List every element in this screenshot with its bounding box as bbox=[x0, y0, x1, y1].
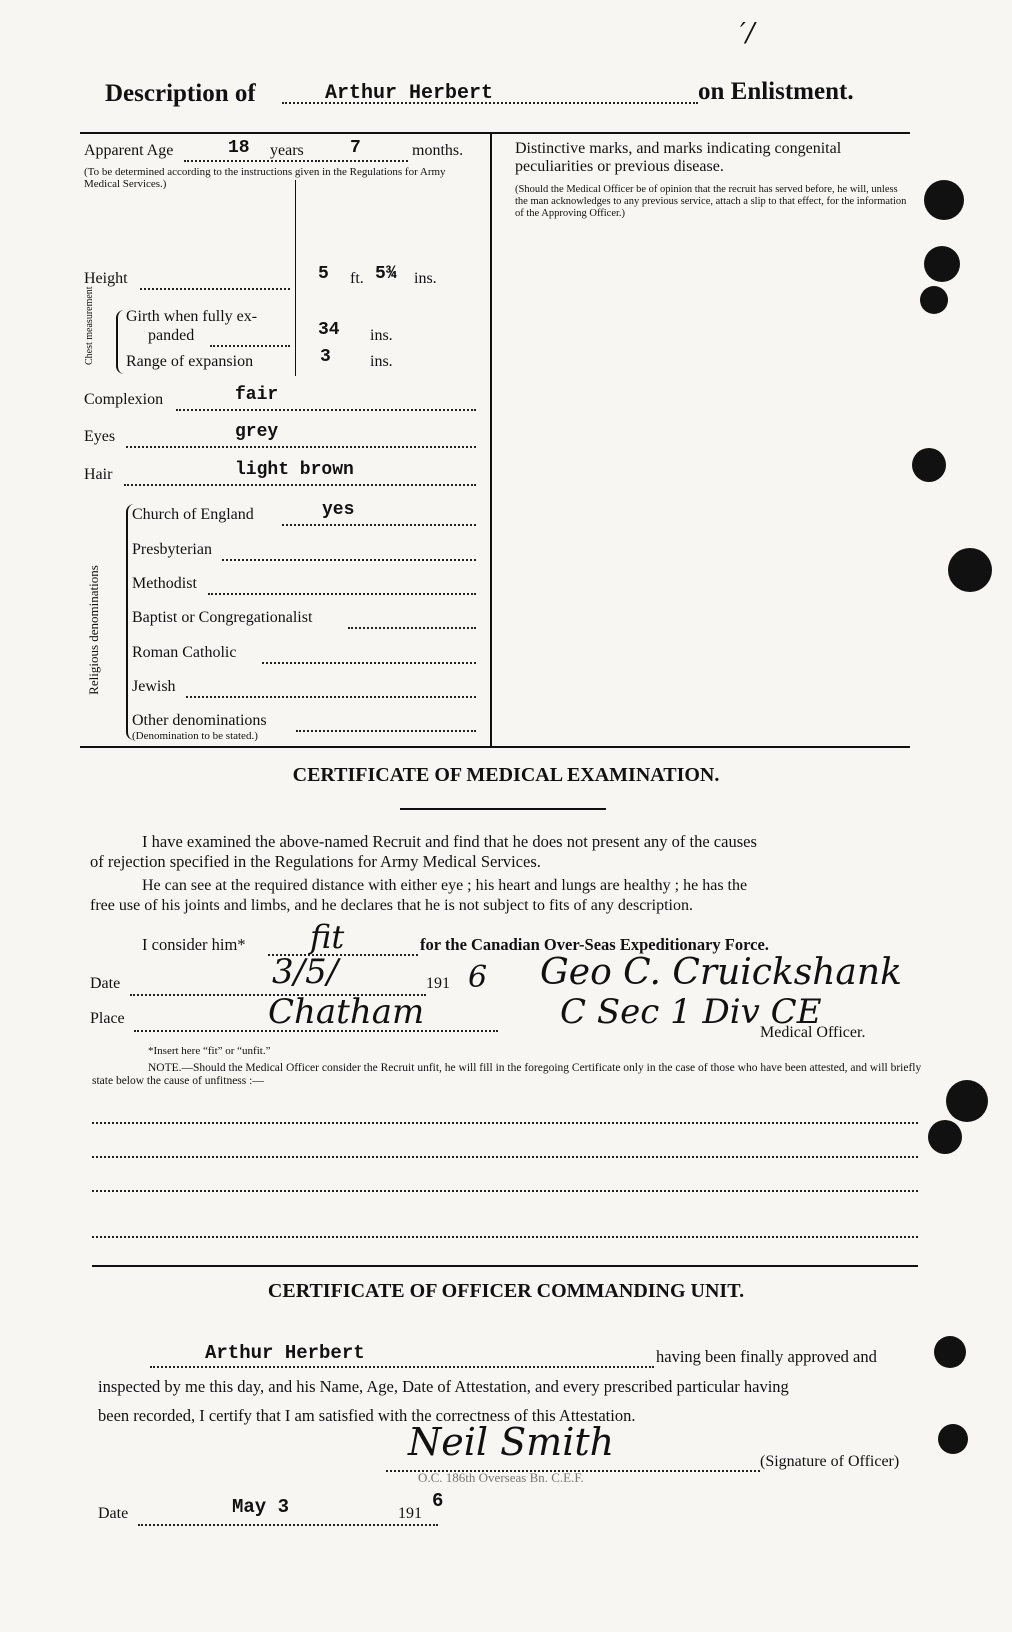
girth-label-2: panded bbox=[148, 327, 195, 344]
commanding-date-year-prefix: 191 bbox=[398, 1505, 422, 1522]
binder-hole bbox=[934, 1336, 966, 1368]
height-ft-label: ft. bbox=[350, 270, 364, 287]
months-label: months. bbox=[412, 142, 464, 159]
denomination-label: Presbyterian bbox=[132, 541, 212, 558]
header-name-line bbox=[282, 102, 698, 104]
measure-divider bbox=[295, 180, 296, 376]
commanding-line1-suffix: having been finally approved and bbox=[656, 1347, 877, 1366]
panel-bottom-rule bbox=[80, 746, 910, 748]
medical-bottom-rule bbox=[92, 1265, 918, 1267]
commanding-date-line bbox=[138, 1524, 438, 1526]
hair-label: Hair bbox=[84, 466, 113, 483]
eyes-label: Eyes bbox=[84, 428, 116, 445]
binder-hole bbox=[948, 548, 992, 592]
age-months-value: 7 bbox=[350, 138, 361, 158]
binder-hole bbox=[912, 448, 946, 482]
commanding-line3: been recorded, I certify that I am satisfied with the correctness of this Attestation. bbox=[98, 1406, 636, 1425]
complexion-line bbox=[176, 409, 476, 411]
girth-label-1: Girth when fully ex- bbox=[126, 308, 258, 325]
header-prefix: Description of bbox=[105, 80, 256, 107]
unfitness-line bbox=[92, 1236, 918, 1238]
denomination-label: Roman Catholic bbox=[132, 644, 237, 661]
height-ft-value: 5 bbox=[318, 264, 329, 284]
commanding-stamp: O.C. 186th Overseas Bn. C.E.F. bbox=[418, 1470, 584, 1485]
age-label: Apparent Age bbox=[84, 142, 174, 159]
height-label: Height bbox=[84, 270, 128, 287]
denomination-line bbox=[348, 627, 476, 629]
denomination-label: Baptist or Congregationalist bbox=[132, 609, 313, 626]
hair-line bbox=[124, 484, 476, 486]
medical-date-year-prefix: 191 bbox=[426, 975, 450, 992]
commanding-signature: Neil Smith bbox=[408, 1420, 615, 1464]
corner-mark: ′/ bbox=[740, 18, 755, 48]
panel-divider bbox=[490, 132, 492, 748]
complexion-label: Complexion bbox=[84, 391, 164, 408]
age-years-line bbox=[184, 160, 320, 162]
medical-para1-line2: of rejection specified in the Regulations for Army Medical Services. bbox=[90, 852, 541, 871]
chest-brace bbox=[116, 310, 124, 374]
commanding-date-year-suffix: 6 bbox=[432, 1490, 444, 1512]
denomination-line bbox=[296, 730, 476, 732]
medical-footnote: *Insert here “fit” or “unfit.” bbox=[148, 1045, 271, 1057]
consider-suffix: for the Canadian Over-Seas Expeditionary Force. bbox=[420, 935, 769, 954]
medical-para2-line2: free use of his joints and limbs, and he declares that he is not subject to fits of any description. bbox=[90, 897, 693, 914]
marks-title-1: Distinctive marks, and marks indicating congenital bbox=[515, 140, 842, 157]
denomination-line bbox=[282, 524, 476, 526]
medical-heading: CERTIFICATE OF MEDICAL EXAMINATION. bbox=[292, 764, 720, 786]
commanding-line2: inspected by me this day, and his Name, Age, Date of Attestation, and every prescribed particular having bbox=[98, 1377, 789, 1396]
unfitness-line bbox=[92, 1190, 918, 1192]
binder-hole bbox=[938, 1424, 968, 1454]
range-label: Range of expansion bbox=[126, 353, 254, 370]
eyes-value: grey bbox=[235, 422, 279, 442]
binder-hole bbox=[946, 1080, 988, 1122]
height-ins-label: ins. bbox=[414, 270, 437, 287]
height-ins-value: 5¾ bbox=[375, 264, 397, 284]
commanding-date-value: May 3 bbox=[232, 1496, 290, 1518]
medical-note: NOTE.—Should the Medical Officer consider the Recruit unfit, he will fill in the foregoing Certificate only in the case of those who have been attested, and will briefly state below the cause of unfitness :— bbox=[92, 1062, 922, 1087]
girth-value: 34 bbox=[318, 320, 340, 340]
medical-para1-line1: I have examined the above-named Recruit and find that he does not present any of the causes bbox=[142, 832, 757, 851]
binder-hole bbox=[920, 286, 948, 314]
height-line bbox=[140, 288, 290, 290]
top-rule bbox=[80, 132, 910, 134]
denomination-label: Church of England bbox=[132, 506, 254, 523]
denomination-label: Other denominations bbox=[132, 712, 267, 729]
range-unit: ins. bbox=[370, 353, 393, 370]
officer-unit: C Sec 1 Div CE bbox=[560, 992, 822, 1032]
commanding-heading: CERTIFICATE OF OFFICER COMMANDING UNIT. bbox=[267, 1280, 745, 1302]
consider-value: fit bbox=[310, 918, 345, 956]
girth-unit: ins. bbox=[370, 327, 393, 344]
signature-label: (Signature of Officer) bbox=[760, 1453, 900, 1470]
binder-hole bbox=[924, 246, 960, 282]
denomination-value: yes bbox=[322, 500, 355, 520]
consider-label: I consider him* bbox=[142, 935, 246, 954]
header-suffix: on Enlistment. bbox=[698, 78, 854, 105]
commanding-date-label: Date bbox=[98, 1505, 129, 1522]
denomination-label: Jewish bbox=[132, 678, 176, 695]
hair-value: light brown bbox=[235, 460, 354, 480]
unfitness-line bbox=[92, 1156, 918, 1158]
years-label: years bbox=[270, 142, 304, 159]
denomination-line bbox=[186, 696, 476, 698]
age-note: (To be determined according to the instructions given in the Regulations for Army Medical Services.) bbox=[84, 166, 446, 190]
medical-date-year-suffix: 6 bbox=[468, 960, 488, 995]
denomination-line bbox=[262, 662, 476, 664]
unfitness-line bbox=[92, 1122, 918, 1124]
place-label: Place bbox=[90, 1010, 125, 1027]
commanding-name-value: Arthur Herbert bbox=[205, 1342, 365, 1364]
place-value: Chatham bbox=[268, 992, 425, 1032]
denomination-label: Methodist bbox=[132, 575, 197, 592]
commanding-name-line bbox=[150, 1366, 654, 1368]
eyes-line bbox=[126, 446, 476, 448]
marks-note: (Should the Medical Officer be of opinion that the recruit has served before, he will, unless the man acknowledges to any previous service, attach a slip to that effect, for the information of the Approving Officer.) bbox=[515, 184, 907, 219]
marks-title-2: peculiarities or previous disease. bbox=[515, 158, 724, 175]
chest-label: Chest measurement bbox=[84, 286, 95, 365]
girth-line bbox=[210, 345, 290, 347]
denomination-note: (Denomination to be stated.) bbox=[132, 730, 258, 742]
officer-signature: Geo C. Cruickshank bbox=[540, 952, 902, 993]
medical-officer-label: Medical Officer. bbox=[760, 1024, 866, 1041]
medical-heading-rule bbox=[400, 808, 606, 810]
medical-date-label: Date bbox=[90, 975, 121, 992]
denomination-line bbox=[222, 559, 476, 561]
denomination-line bbox=[208, 593, 476, 595]
binder-hole bbox=[928, 1120, 962, 1154]
age-years-value: 18 bbox=[228, 138, 250, 158]
recruit-name: Arthur Herbert bbox=[325, 82, 494, 105]
binder-hole bbox=[924, 180, 964, 220]
religion-label: Religious denominations bbox=[86, 565, 101, 695]
range-value: 3 bbox=[320, 347, 331, 367]
complexion-value: fair bbox=[235, 385, 279, 405]
medical-para2-line1: He can see at the required distance with either eye ; his heart and lungs are healthy ; he has the bbox=[142, 877, 748, 894]
age-months-line bbox=[318, 160, 408, 162]
medical-date-value: 3/5/ bbox=[272, 952, 339, 992]
